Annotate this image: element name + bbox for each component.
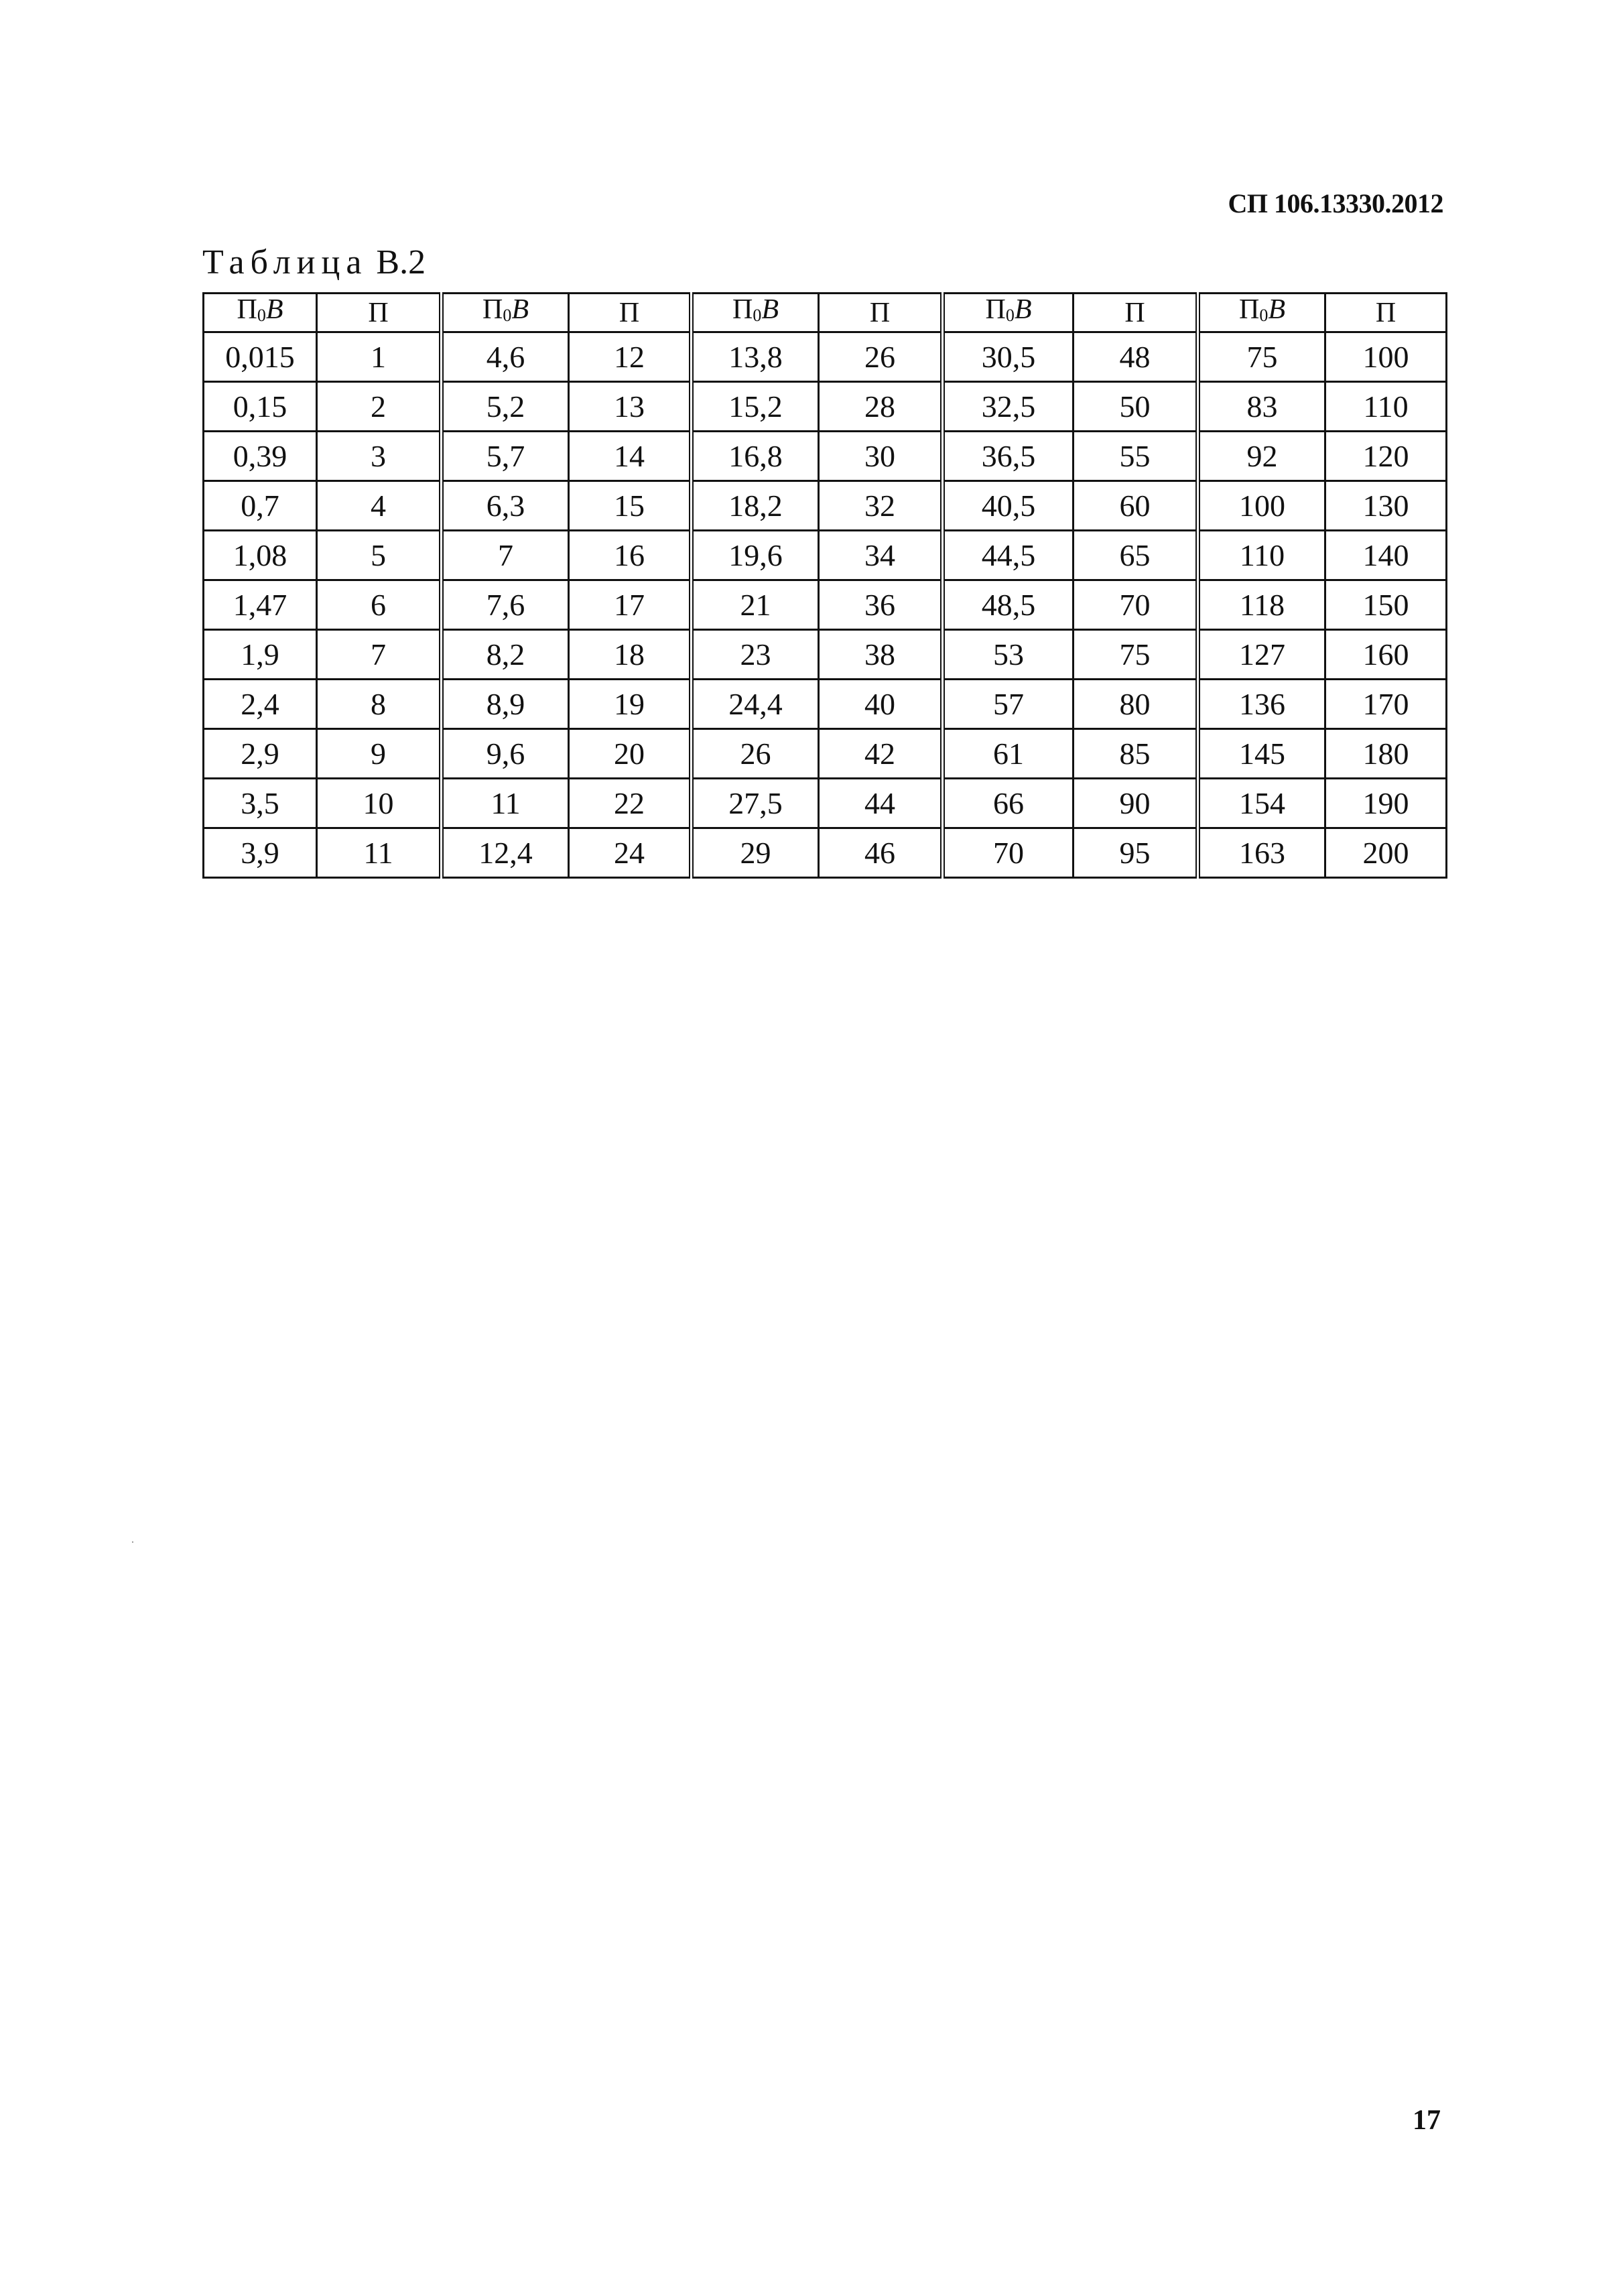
table-cell-p: 4 <box>317 481 442 531</box>
table-cell-p0b: 6,3 <box>442 481 569 531</box>
table-cell-p: 170 <box>1325 680 1447 729</box>
table-cell-p: 15 <box>569 481 692 531</box>
table-header-row <box>204 294 1447 332</box>
table-cell-p0b: 19,6 <box>692 531 819 580</box>
table-cell-p: 6 <box>317 580 442 630</box>
table-cell-p0b: 154 <box>1198 779 1325 828</box>
table-row <box>204 531 1447 580</box>
scan-speck <box>132 1541 133 1543</box>
table-cell-p: 130 <box>1325 481 1447 531</box>
table-cell-p: 48 <box>1074 332 1198 382</box>
table-cell-p: 17 <box>569 580 692 630</box>
table-cell-p: 10 <box>317 779 442 828</box>
table-cell-p: 95 <box>1074 828 1198 878</box>
table-row <box>204 630 1447 680</box>
table-cell-p0b: 27,5 <box>692 779 819 828</box>
header-cell-p0b <box>204 294 317 332</box>
table-cell-p: 42 <box>819 729 943 779</box>
table-cell-p0b: 118 <box>1198 580 1325 630</box>
table-cell-p0b: 23 <box>692 630 819 680</box>
table-header <box>204 294 1447 332</box>
table-row <box>204 729 1447 779</box>
table-cell-p: 14 <box>569 432 692 481</box>
table-cell-p: 40 <box>819 680 943 729</box>
header-cell-p0b <box>1198 294 1325 332</box>
table-cell-p0b: 5,7 <box>442 432 569 481</box>
data-table <box>202 292 1447 879</box>
table-cell-p: 8 <box>317 680 442 729</box>
header-main-variable: B <box>761 294 779 325</box>
table-cell-p: 120 <box>1325 432 1447 481</box>
table-cell-p0b: 9,6 <box>442 729 569 779</box>
table-cell-p0b: 53 <box>943 630 1074 680</box>
document-code: СП 106.13330.2012 <box>1228 188 1443 218</box>
table-caption <box>202 243 426 282</box>
header-cell-p0b <box>943 294 1074 332</box>
table-cell-p: 140 <box>1325 531 1447 580</box>
table-row <box>204 580 1447 630</box>
table-cell-p0b: 44,5 <box>943 531 1074 580</box>
table-caption-number: В.2 <box>376 243 426 281</box>
table-cell-p: 85 <box>1074 729 1198 779</box>
table-cell-p: 200 <box>1325 828 1447 878</box>
header-main-symbol: П <box>482 294 503 325</box>
table-row <box>204 432 1447 481</box>
table-cell-p: 46 <box>819 828 943 878</box>
table-cell-p0b: 66 <box>943 779 1074 828</box>
table-cell-p0b: 3,5 <box>204 779 317 828</box>
header-cell-p: П <box>569 294 692 332</box>
table-cell-p: 32 <box>819 481 943 531</box>
table-row <box>204 382 1447 432</box>
table-cell-p: 11 <box>317 828 442 878</box>
table-cell-p: 16 <box>569 531 692 580</box>
header-cell-p: П <box>819 294 943 332</box>
table-cell-p0b: 32,5 <box>943 382 1074 432</box>
table-cell-p: 20 <box>569 729 692 779</box>
table-cell-p: 110 <box>1325 382 1447 432</box>
table-body <box>204 332 1447 878</box>
table-cell-p0b: 1,08 <box>204 531 317 580</box>
table-cell-p: 80 <box>1074 680 1198 729</box>
table-cell-p: 19 <box>569 680 692 729</box>
table-cell-p0b: 2,4 <box>204 680 317 729</box>
table-cell-p0b: 136 <box>1198 680 1325 729</box>
table-cell-p: 150 <box>1325 580 1447 630</box>
table-cell-p: 24 <box>569 828 692 878</box>
header-main-subscript: 0 <box>503 306 512 325</box>
table-cell-p: 34 <box>819 531 943 580</box>
table-cell-p0b: 127 <box>1198 630 1325 680</box>
table-cell-p0b: 11 <box>442 779 569 828</box>
table-cell-p: 65 <box>1074 531 1198 580</box>
header-main-symbol: П <box>237 294 257 325</box>
table-cell-p0b: 15,2 <box>692 382 819 432</box>
table-row <box>204 680 1447 729</box>
table-cell-p0b: 30,5 <box>943 332 1074 382</box>
table-cell-p0b: 0,15 <box>204 382 317 432</box>
table-row <box>204 332 1447 382</box>
table-cell-p0b: 48,5 <box>943 580 1074 630</box>
table-cell-p: 22 <box>569 779 692 828</box>
table-cell-p0b: 5,2 <box>442 382 569 432</box>
header-cell-p: П <box>1325 294 1447 332</box>
table-row <box>204 779 1447 828</box>
table-cell-p0b: 92 <box>1198 432 1325 481</box>
table-cell-p0b: 3,9 <box>204 828 317 878</box>
table-cell-p0b: 2,9 <box>204 729 317 779</box>
table-cell-p0b: 7,6 <box>442 580 569 630</box>
table-cell-p0b: 18,2 <box>692 481 819 531</box>
table-cell-p: 160 <box>1325 630 1447 680</box>
table-cell-p0b: 13,8 <box>692 332 819 382</box>
table-cell-p: 44 <box>819 779 943 828</box>
table-cell-p0b: 0,39 <box>204 432 317 481</box>
table-cell-p0b: 36,5 <box>943 432 1074 481</box>
header-cell-p0b <box>442 294 569 332</box>
table-cell-p0b: 1,9 <box>204 630 317 680</box>
table-cell-p0b: 0,7 <box>204 481 317 531</box>
table-cell-p: 9 <box>317 729 442 779</box>
table-cell-p: 190 <box>1325 779 1447 828</box>
table-cell-p0b: 75 <box>1198 332 1325 382</box>
table-cell-p0b: 40,5 <box>943 481 1074 531</box>
table-caption-word: Таблица <box>202 243 368 281</box>
table-cell-p: 90 <box>1074 779 1198 828</box>
table-cell-p0b: 163 <box>1198 828 1325 878</box>
table-cell-p0b: 26 <box>692 729 819 779</box>
table-cell-p0b: 100 <box>1198 481 1325 531</box>
table-cell-p: 36 <box>819 580 943 630</box>
header-main-variable: B <box>1014 294 1032 325</box>
header-main-variable: B <box>1268 294 1285 325</box>
table-cell-p: 60 <box>1074 481 1198 531</box>
table-cell-p: 100 <box>1325 332 1447 382</box>
table-cell-p0b: 1,47 <box>204 580 317 630</box>
table-cell-p: 50 <box>1074 382 1198 432</box>
table-row <box>204 481 1447 531</box>
header-main-variable: B <box>265 294 283 325</box>
header-cell-p: П <box>1074 294 1198 332</box>
table-cell-p0b: 7 <box>442 531 569 580</box>
table-cell-p: 12 <box>569 332 692 382</box>
table-cell-p0b: 4,6 <box>442 332 569 382</box>
table-cell-p0b: 12,4 <box>442 828 569 878</box>
header-main-symbol: П <box>1239 294 1260 325</box>
header-cell-p: П <box>317 294 442 332</box>
table-cell-p: 70 <box>1074 580 1198 630</box>
table-cell-p: 2 <box>317 382 442 432</box>
table-cell-p: 7 <box>317 630 442 680</box>
table-cell-p: 3 <box>317 432 442 481</box>
table-cell-p: 30 <box>819 432 943 481</box>
table-cell-p: 75 <box>1074 630 1198 680</box>
table-cell-p0b: 29 <box>692 828 819 878</box>
table-cell-p: 28 <box>819 382 943 432</box>
table-cell-p0b: 8,9 <box>442 680 569 729</box>
table-cell-p0b: 8,2 <box>442 630 569 680</box>
table-cell-p0b: 57 <box>943 680 1074 729</box>
header-main-symbol: П <box>985 294 1006 325</box>
table-cell-p: 18 <box>569 630 692 680</box>
header-main-subscript: 0 <box>1259 306 1269 325</box>
header-main-subscript: 0 <box>753 306 762 325</box>
table-cell-p0b: 61 <box>943 729 1074 779</box>
table-cell-p: 5 <box>317 531 442 580</box>
table-cell-p: 13 <box>569 382 692 432</box>
table-cell-p: 55 <box>1074 432 1198 481</box>
table-cell-p: 38 <box>819 630 943 680</box>
page-number: 17 <box>1413 2105 1441 2136</box>
header-main-symbol: П <box>732 294 753 325</box>
table-cell-p0b: 21 <box>692 580 819 630</box>
table-cell-p0b: 16,8 <box>692 432 819 481</box>
table-cell-p: 26 <box>819 332 943 382</box>
table-cell-p: 1 <box>317 332 442 382</box>
header-cell-p0b <box>692 294 819 332</box>
table-cell-p0b: 83 <box>1198 382 1325 432</box>
table-cell-p0b: 0,015 <box>204 332 317 382</box>
table-cell-p0b: 110 <box>1198 531 1325 580</box>
header-main-variable: B <box>511 294 529 325</box>
table-cell-p0b: 24,4 <box>692 680 819 729</box>
table-cell-p0b: 70 <box>943 828 1074 878</box>
table-cell-p: 180 <box>1325 729 1447 779</box>
table-cell-p0b: 145 <box>1198 729 1325 779</box>
table-row <box>204 828 1447 878</box>
header-main-subscript: 0 <box>1005 306 1015 325</box>
header-main-subscript: 0 <box>257 306 266 325</box>
